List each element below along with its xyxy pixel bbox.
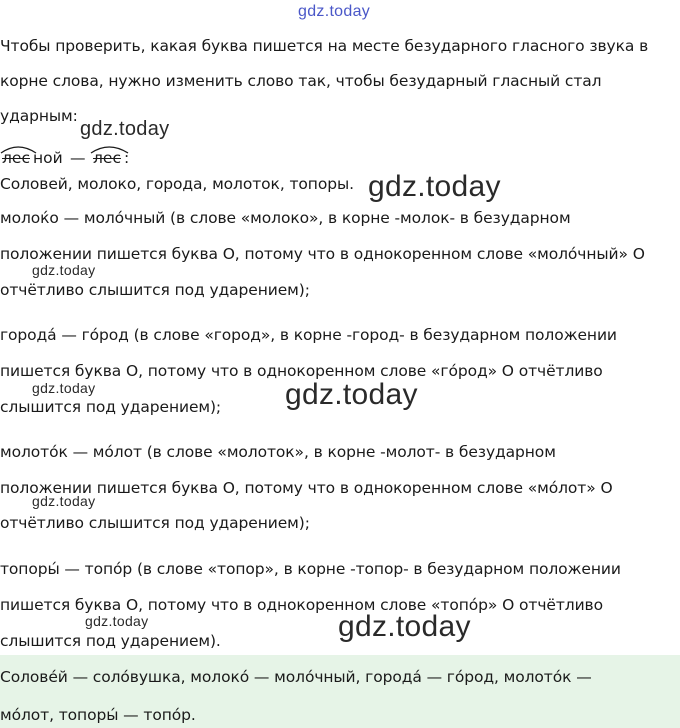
answer-line-2: мо́лот, топоры́ — топо́р. <box>0 706 196 724</box>
example-word1-root: лес <box>2 149 30 167</box>
answer-line-1: Солове́й — соло́вушка, молоко́ — моло́чный, города́ — го́род, молото́к — <box>0 668 592 686</box>
watermark: gdz.today <box>285 378 418 411</box>
explanation-4-line-1: топоры́ — топо́р (в слове «топор», в корне -топор- в безударном положении <box>0 560 621 578</box>
explanation-3-line-3: отчётливо слышится под ударением); <box>0 514 310 532</box>
explanation-1-line-1: молоќо — моло́чный (в слове «молоко», в корне -молок- в безударном <box>0 209 571 227</box>
watermark: gdz.today <box>85 613 149 629</box>
intro-line-1: Чтобы проверить, какая буква пишется на месте безударного гласного звука в <box>0 37 649 55</box>
intro-line-2: корне слова, нужно изменить слово так, чтобы безударный гласный стал <box>0 72 602 90</box>
explanation-2-line-3: слышится под ударением); <box>0 398 222 416</box>
explanation-3-line-1: молото́к — мо́лот (в слове «молоток», в корне -молот- в безударном <box>0 443 556 461</box>
watermark: gdz.today <box>32 380 96 396</box>
explanation-3-line-2: положении пишется буква О, потому что в однокоренном слове «мо́лот» О <box>0 479 613 497</box>
explanation-1-line-3: отчётливо слышится под ударением); <box>0 281 310 299</box>
watermark: gdz.today <box>32 262 96 278</box>
example-word1-ending: ной <box>33 149 63 167</box>
intro-line-3: ударным: <box>0 107 78 125</box>
watermark: gdz.today <box>32 493 96 509</box>
watermark: gdz.today <box>368 170 501 203</box>
example-word2-ending: : <box>124 149 130 167</box>
explanation-1-line-2: положении пишется буква О, потому что в однокоренном слове «моло́чный» О <box>0 245 645 263</box>
explanation-2-line-2: пишется буква О, потому что в однокоренном слове «го́род» О отчётливо <box>0 362 603 380</box>
example-dash: — <box>70 149 86 167</box>
watermark: gdz.today <box>338 610 471 643</box>
watermark: gdz.today <box>80 118 170 140</box>
example-word2-root: лес <box>93 149 121 167</box>
top-watermark: gdz.today <box>298 3 371 20</box>
words-line: Соловей, молоко, города, молоток, топоры. <box>0 175 354 193</box>
explanation-4-line-2: пишется буква О, потому что в однокоренном слове «топо́р» О отчётливо <box>0 596 603 614</box>
explanation-2-line-1: города́ — го́род (в слове «город», в корне -город- в безударном положении <box>0 326 617 344</box>
explanation-4-line-3: слышится под ударением). <box>0 632 221 650</box>
